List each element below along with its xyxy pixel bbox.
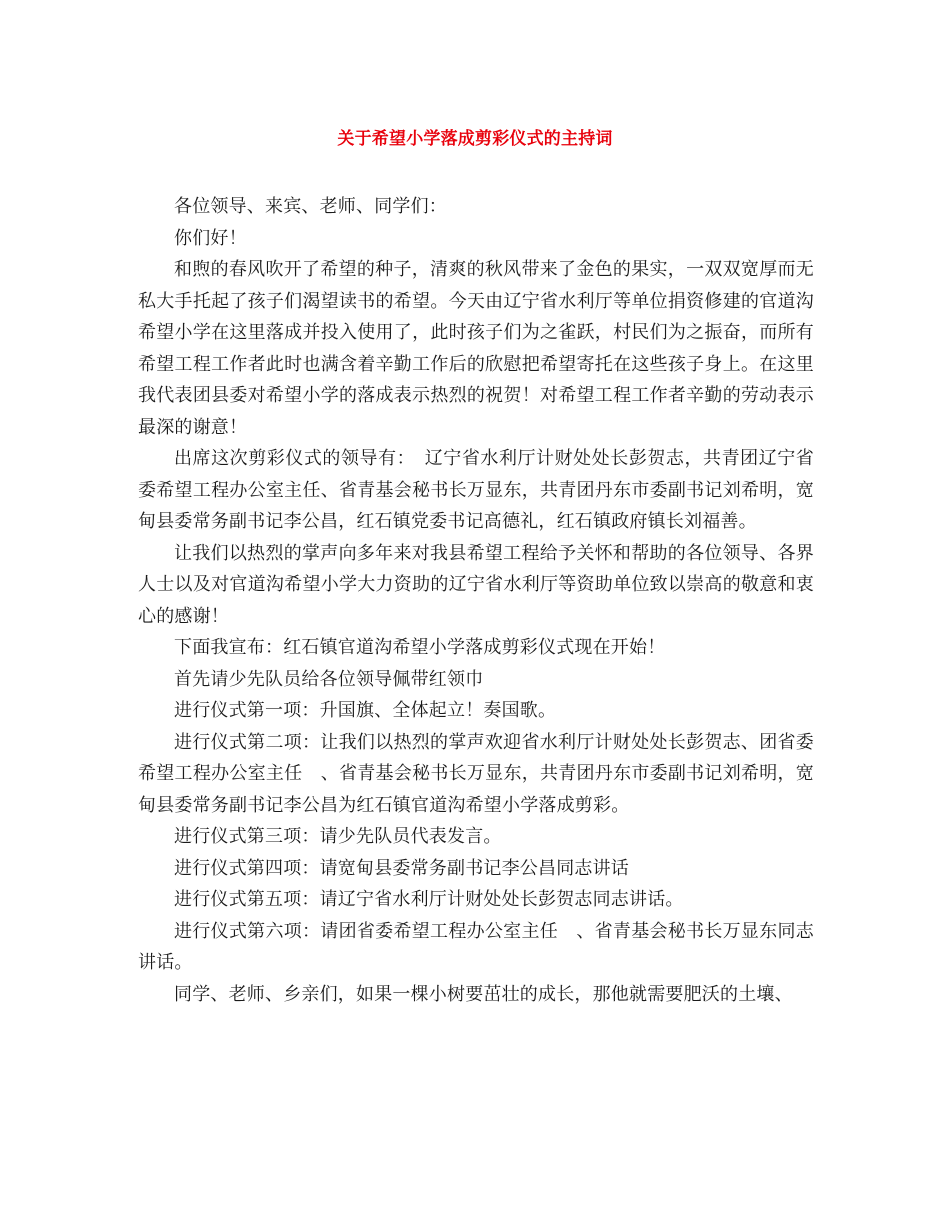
red-scarf-paragraph: 首先请少先队员给各位领导佩带红领巾 bbox=[174, 668, 484, 690]
agenda-item-3: 进行仪式第三项：请少先队员代表发言。 bbox=[174, 826, 502, 847]
attending-leaders-paragraph: 出席这次剪彩仪式的领导有： 辽宁省水利厅计财处处长彭贺志，共青团辽宁省委希望工程办公室主任、省青基会秘书长万显东，共青团丹东市委副书记刘希明，宽甸县委常务副书记李公昌，红石镇党委书记高德礼，红石镇政府镇长刘福善。 bbox=[138, 448, 814, 532]
agenda-item-5: 进行仪式第五项：请辽宁省水利厅计财处处长彭贺志同志讲话。 bbox=[174, 889, 684, 910]
ceremony-start-paragraph: 下面我宣布：红石镇官道沟希望小学落成剪彩仪式现在开始！ bbox=[174, 637, 666, 658]
agenda-item-2: 进行仪式第二项：让我们以热烈的掌声欢迎省水利厅计财处处长彭贺志、团省委希望工程办公室主任 、省青基会秘书长万显东，共青团丹东市委副书记刘希明，宽甸县委常务副书记李公昌为红石镇官道沟希望小学落成剪彩。 bbox=[138, 731, 814, 816]
agenda-item-6: 进行仪式第六项：请团省委希望工程办公室主任 、省青基会秘书长万显东同志讲话。 bbox=[138, 920, 814, 973]
document-body bbox=[138, 191, 814, 1010]
document-title: 关于希望小学落成剪彩仪式的主持词 bbox=[337, 129, 613, 149]
agenda-item-4: 进行仪式第四项：请宽甸县委常务副书记李公昌同志讲话 bbox=[174, 857, 629, 879]
thanks-paragraph: 让我们以热烈的掌声向多年来对我县希望工程给予关怀和帮助的各位领导、各界人士以及对官道沟希望小学大力资助的辽宁省水利厅等资助单位致以崇高的敬意和衷心的感谢！ bbox=[138, 542, 814, 627]
greeting-paragraph: 各位领导、来宾、老师、同学们： bbox=[174, 196, 447, 217]
hello-paragraph: 你们好！ bbox=[174, 227, 247, 249]
agenda-item-1: 进行仪式第一项：升国旗、全体起立！奏国歌。 bbox=[174, 700, 557, 721]
opening-paragraph: 和煦的春风吹开了希望的种子，清爽的秋风带来了金色的果实，一双双宽厚而无私大手托起了孩子们渴望读书的希望。今天由辽宁省水利厅等单位捐资修建的官道沟希望小学在这里落成并投入使用了，此时孩子们为之雀跃，村民们为之振奋，而所有希望工程工作者此时也满含着辛勤工作后的欣慰把希望寄托在这些孩子身上。在这里我代表团县委对希望小学的落成表示热烈的祝贺！对希望工程工作者辛勤的劳动表示最深的谢意！ bbox=[138, 259, 814, 438]
closing-paragraph: 同学、老师、乡亲们，如果一棵小树要茁壮的成长，那他就需要肥沃的土壤、 bbox=[174, 983, 793, 1005]
